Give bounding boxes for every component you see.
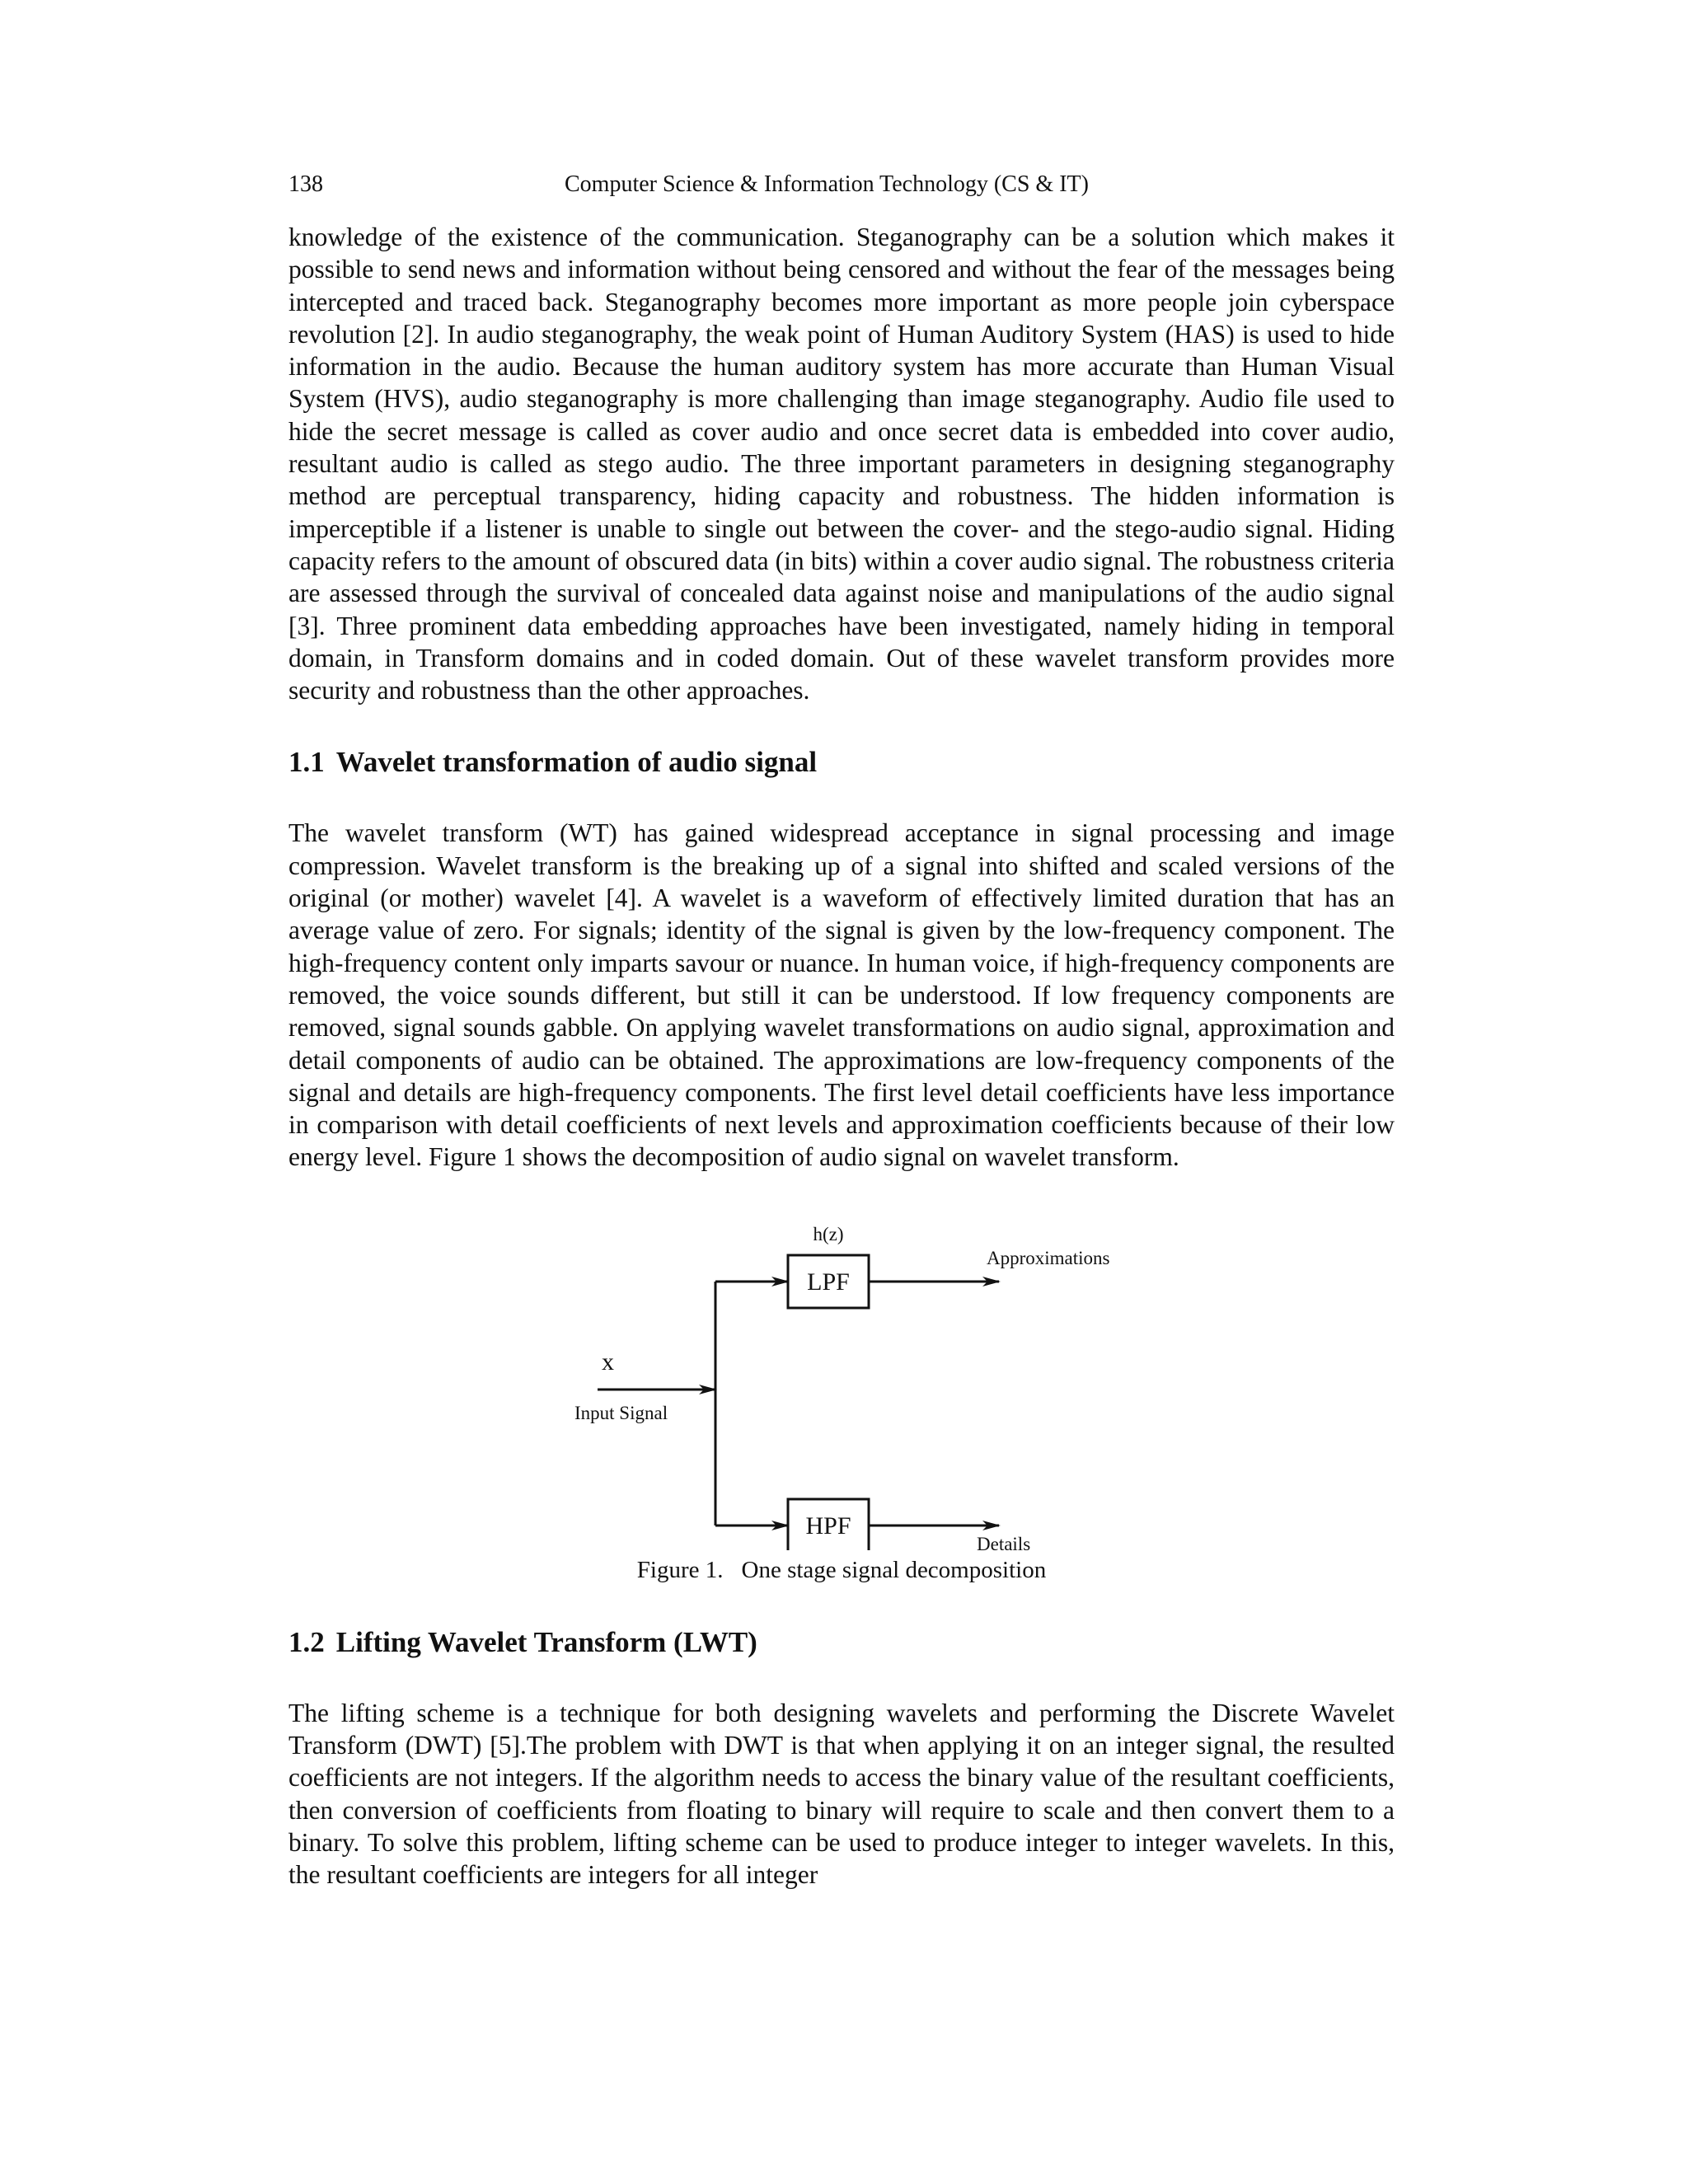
section-heading-1-2: [288, 1624, 1395, 1661]
lpf-label: LPF: [807, 1268, 850, 1296]
input-symbol: x: [602, 1347, 614, 1376]
caption-text: One stage signal decomposition: [741, 1556, 1047, 1583]
figure-1-caption: [288, 1554, 1395, 1586]
running-header: [288, 165, 1395, 204]
details-label: Details: [977, 1533, 1031, 1550]
caption-label: Figure 1.: [636, 1556, 724, 1583]
figure-1-block-diagram: [288, 1216, 1395, 1550]
hpf-label: HPF: [805, 1511, 851, 1540]
input-signal-label: Input Signal: [574, 1402, 668, 1423]
section-title: Wavelet transformation of audio signal: [335, 746, 818, 779]
journal-title: Computer Science & Information Technology (CS & IT): [565, 171, 1089, 197]
section-heading-1-1: [288, 744, 1395, 780]
intro-paragraph: knowledge of the existence of the communication. Steganography can be a solution which makes it possible to send news and information without being censored and without the fear of the messages being intercepted and traced back. Steganography becomes more important as more people join cyberspace revolution [2]. In audio steganography, the weak point of Human Auditory System (HAS) is used to hide information in the audio. Because the human auditory system has more accurate than Human Visual System (HVS), audio steganography is more challenging than image steganography. Audio file used to hide the secret message is called as cover audio and once secret data is embedded into cover audio, resultant audio is called as stego audio. The three important parameters in designing steganography method are perceptual transparency, hiding capacity and robustness. The hidden information is imperceptible if a listener is unable to single out between the cover- and the stego-audio signal. Hiding capacity refers to the amount of obscured data (in bits) within a cover audio signal. The robustness criteria are assessed through the survival of concealed data against noise and manipulations of the audio signal [3]. Three prominent data embedding approaches have been investigated, namely hiding in temporal domain, in Transform domains and in coded domain. Out of these wavelet transform provides more security and robustness than the other approaches.: [288, 223, 1395, 705]
section-title: Lifting Wavelet Transform (LWT): [335, 1625, 757, 1658]
section-number: 1.2: [288, 1625, 325, 1658]
section-1-1-paragraph: The wavelet transform (WT) has gained widespread acceptance in signal processing and image compression. Wavelet transform is the breaking up of a signal into shifted and scaled versions of the original (or mother) wavelet [4]. A wavelet is a waveform of effectively limited duration that has an average value of zero. For signals; identity of the signal is given by the low-frequency component. The high-frequency content only imparts savour or nuance. In human voice, if high-frequency components are removed, the voice sounds different, but still it can be understood. If low frequency components are removed, signal sounds gabble. On applying wavelet transformations on audio signal, approximation and detail components of audio can be obtained. The approximations are low-frequency components of the signal and details are high-frequency components. The first level detail coefficients have less importance in comparison with detail coefficients of next levels and approximation coefficients because of their low energy level. Figure 1 shows the decomposition of audio signal on wavelet transform.: [288, 818, 1395, 1172]
section-1-2-paragraph: The lifting scheme is a technique for both designing wavelets and performing the Discrete Wavelet Transform (DWT) [5].The problem with DWT is that when applying it on an integer signal, the resulted coefficients are not integers. If the algorithm needs to access the binary value of the resultant coefficients, then conversion of coefficients from floating to binary will require to scale and then convert them to a binary. To solve this problem, lifting scheme can be used to produce integer to integer wavelets. In this, the resultant coefficients are integers for all integer: [288, 1698, 1395, 1890]
page-number: 138: [288, 171, 323, 197]
approximations-label: Approximations: [987, 1247, 1110, 1268]
section-number: 1.1: [288, 746, 325, 779]
lpf-function-label: h(z): [813, 1223, 844, 1244]
paper-page: [288, 165, 1395, 1891]
decomposition-diagram: [288, 1216, 1395, 1550]
